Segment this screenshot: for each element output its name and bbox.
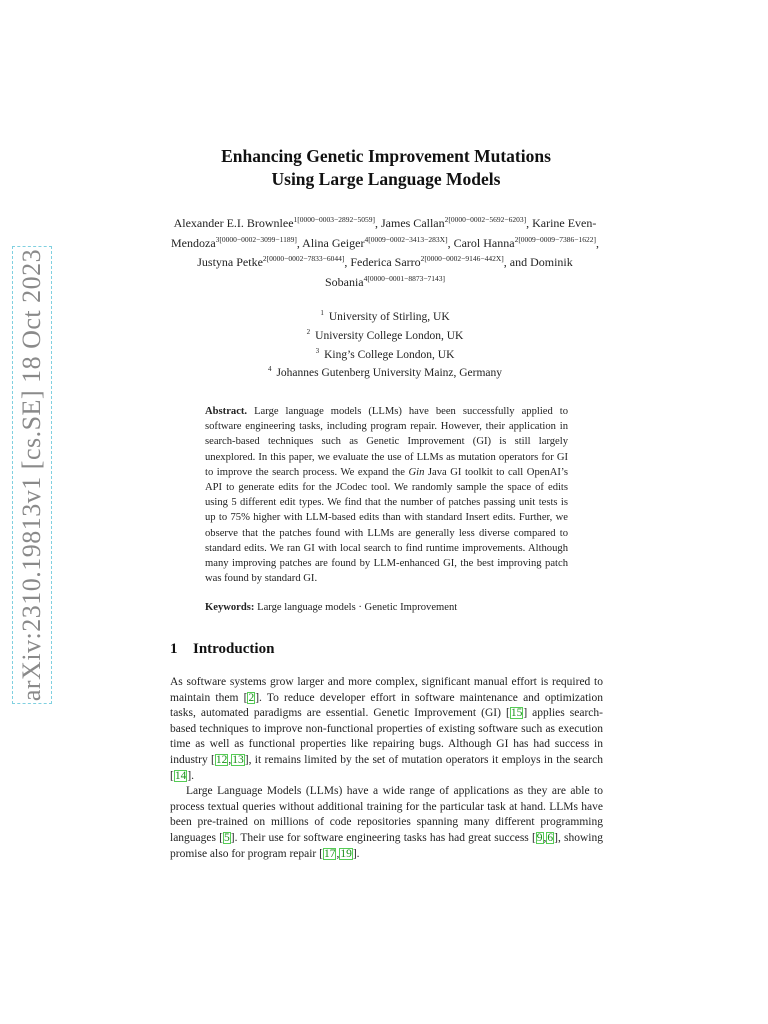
abstract-text-b: Java GI toolkit to call OpenAI’s API to generate edits for the JCodec tool. We randomly sample the space of edits using 5 different edit types. We find that the number of patches passing unit tests is up to 75% higher with LLM-based edits than with standard Insert edits. Further, we observe that the patches found with LLMs are generally less diverse compared to standard edits. We ran GI with local search to find runtime improvements. Although many improving patches are found by LLM-enhanced GI, the best improving patch was found by standard GI. [205,466,568,585]
abstract [205,404,568,586]
author-list [160,212,610,290]
orcid-id: [0000−0002−5692−6203] [448,215,527,224]
affiliation-marker: 2 [262,254,267,263]
affiliation-marker: 2 [444,215,449,224]
title-line-2: Using Large Language Models [271,169,501,189]
citation-link[interactable]: 5 [223,831,230,844]
author-affiliation-orcid[interactable] [263,254,344,263]
author-name: James Callan [380,216,445,230]
text-run: As software systems grow larger and more complex, significant manual effort is required to maintain them [ [170,676,603,704]
paper-title [170,145,602,191]
author-affiliation-orcid[interactable] [216,235,297,244]
affiliation-item [160,362,610,381]
citation-link[interactable]: 6 [547,831,554,844]
author-separator: , [344,255,351,269]
title-line-1: Enhancing Genetic Improvement Mutations [221,146,551,166]
orcid-id: [0000−0002−3099−1189] [219,234,297,244]
author-separator: , [296,235,303,250]
affiliation-number: 4 [267,365,272,374]
author-name: Federica Sarro [350,255,421,269]
affiliation-marker: 3 [215,234,220,244]
section-title: Introduction [193,641,275,657]
author-separator: , [526,216,533,230]
affiliation-item [160,306,610,325]
author-affiliation-orcid[interactable] [294,215,375,224]
text-run: ], showing promise also for program repair [ [170,831,603,860]
author-affiliation-orcid[interactable] [364,235,447,244]
affiliation-marker: 4 [363,273,368,283]
author-affiliation-orcid[interactable] [421,254,504,263]
affiliation-marker: 2 [514,234,519,244]
text-run: ]. Their use for software engineering tasks has had great success [ [230,831,536,844]
text-run: ]. To reduce developer effort in software maintenance and optimization tasks, automated paradigms are essential. Genetic Improvement (GI) [ [170,691,603,720]
affiliation-text: University of Stirling, UK [328,310,450,323]
citation-link[interactable]: 14 [174,769,187,782]
citation-link[interactable]: 19 [340,847,352,860]
affiliation-marker: 4 [364,234,369,244]
text-run: ]. [187,769,195,782]
affiliation-item [160,344,610,363]
author-name: Carol Hanna [453,235,515,250]
body-text [170,675,603,862]
abstract-label: Abstract. [205,406,248,417]
affiliation-text: University College London, UK [315,329,464,342]
orcid-id: [0000−0002−9146−442X] [424,254,504,263]
author-separator: , and [503,255,531,269]
affiliation-number: 2 [306,327,311,336]
affiliation-number: 3 [315,346,320,355]
author-name: Karine Even-Mendoza [171,216,597,250]
gin-term: Gin [408,466,425,478]
affiliation-item [160,325,610,344]
author-name: Justyna Petke [197,255,263,269]
text-run: , [543,831,547,844]
section-heading [170,641,274,658]
orcid-id: [0009−0002−3413−283X] [368,234,448,244]
section-number: 1 [170,641,178,657]
affiliation-number: 1 [320,309,324,317]
orcid-id: [0000−0002−7833−6044] [266,254,345,263]
author-name: Alexander E.I. Brownlee [173,216,294,230]
author-affiliation-orcid[interactable] [515,235,596,244]
citation-link[interactable]: 13 [232,753,244,766]
affiliation-list [160,306,610,381]
keywords-text: Large language models · Genetic Improvement [257,602,458,613]
author-separator: , [374,216,381,230]
affiliation-marker: 1 [293,215,298,224]
keywords-label: Keywords: [205,602,255,613]
author-name: Dominik Sobania [324,255,573,289]
text-run: , [228,753,232,766]
abstract-text-a: Large language models (LLMs) have been successfully applied to software engineering tasks, including program repair. However, their application in search-based techniques such as Genetic Improvement (GI) is still largely unexplored. In this paper, we evaluate the use of LLMs as mutation operators for GI to improve the search process. We expand the [205,406,568,478]
text-run: , [336,847,340,860]
orcid-id: [0000−0001−8873−7143] [367,273,446,283]
orcid-id: [0009−0009−7386−1622] [518,234,596,244]
affiliation-text: King’s College London, UK [324,348,455,361]
text-run: ], it remains limited by the set of mutation operators it employs in the search [ [170,753,603,782]
paragraph-2 [170,784,603,862]
author-name: Alina Geiger [302,235,365,250]
citation-link[interactable]: 17 [323,847,336,860]
author-separator: , [447,235,454,250]
citation-link[interactable]: 2 [248,691,255,704]
citation-link[interactable]: 12 [215,753,228,766]
paragraph-1 [170,675,603,784]
citation-link[interactable]: 9 [536,831,543,844]
orcid-id: [0000−0003−2892−5059] [297,215,375,224]
affiliation-marker: 2 [420,254,425,263]
author-affiliation-orcid[interactable] [364,274,445,283]
citation-link[interactable]: 15 [510,707,523,720]
text-run: ] applies search-based techniques to improve non-functional properties of existing software such as execution time as well as functional properties like repairing bugs. Although GI has had success in industry [ [170,707,603,766]
keywords [205,600,568,615]
arxiv-stamp[interactable] [12,246,52,704]
arxiv-stamp-text: arXiv:2310.19813v1 [cs.SE] 18 Oct 2023 [17,248,46,702]
text-run: Large Language Models (LLMs) have a wide range of applications as they are able to process textual queries without additional training for the particular task at hand. LLMs have been pre-trained on millions of code repositories spanning many different programming languages [ [170,785,603,844]
affiliation-text: Johannes Gutenberg University Mainz, Germany [276,367,503,380]
author-separator: , [596,235,599,250]
author-affiliation-orcid[interactable] [445,215,526,224]
text-run: ]. [352,847,360,860]
